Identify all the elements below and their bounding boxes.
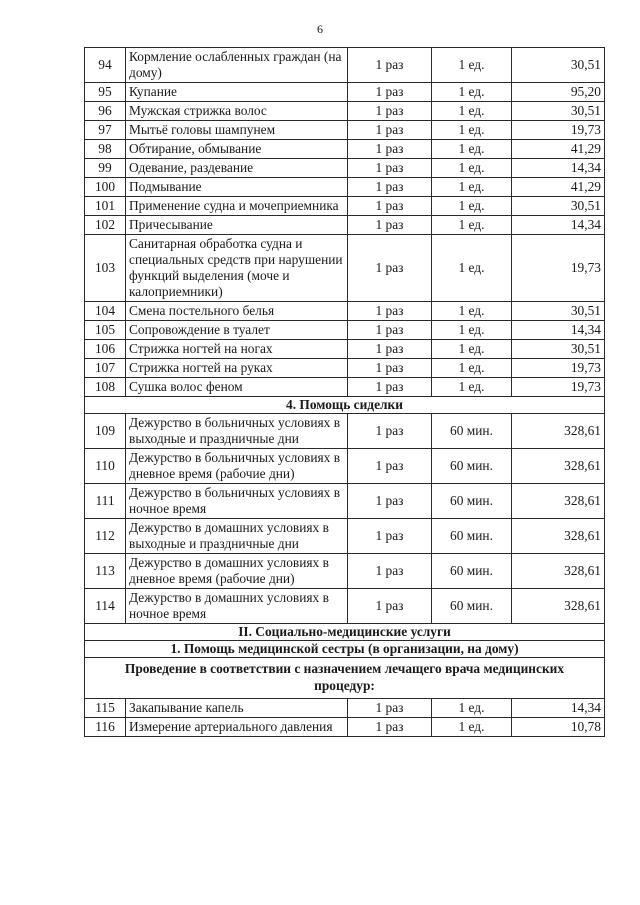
service-frequency: 1 раз	[348, 699, 432, 718]
table-row	[85, 121, 605, 140]
row-number: 94	[85, 48, 126, 83]
service-frequency: 1 раз	[348, 178, 432, 197]
service-unit: 60 мин.	[432, 589, 512, 624]
service-price: 328,61	[512, 519, 605, 554]
service-unit: 60 мин.	[432, 519, 512, 554]
service-name: Дежурство в больничных условиях в выходные и праздничные дни	[126, 414, 348, 449]
service-name: Стрижка ногтей на ногах	[126, 340, 348, 359]
service-name: Санитарная обработка судна и специальных средств при нарушении функций выделения (моче и калоприемники)	[126, 235, 348, 302]
row-number: 97	[85, 121, 126, 140]
row-number: 104	[85, 302, 126, 321]
row-number: 99	[85, 159, 126, 178]
section-header-row	[85, 641, 605, 658]
row-number: 116	[85, 718, 126, 737]
service-price: 30,51	[512, 197, 605, 216]
service-unit: 1 ед.	[432, 216, 512, 235]
service-frequency: 1 раз	[348, 197, 432, 216]
row-number: 107	[85, 359, 126, 378]
service-price: 41,29	[512, 140, 605, 159]
service-frequency: 1 раз	[348, 140, 432, 159]
row-number: 113	[85, 554, 126, 589]
table-row	[85, 718, 605, 737]
row-number: 102	[85, 216, 126, 235]
service-unit: 1 ед.	[432, 359, 512, 378]
row-number: 101	[85, 197, 126, 216]
service-price: 14,34	[512, 216, 605, 235]
services-price-table	[84, 47, 605, 737]
service-price: 41,29	[512, 178, 605, 197]
service-price: 30,51	[512, 340, 605, 359]
service-frequency: 1 раз	[348, 121, 432, 140]
service-name: Дежурство в домашних условиях в ночное время	[126, 589, 348, 624]
service-frequency: 1 раз	[348, 718, 432, 737]
row-number: 103	[85, 235, 126, 302]
table-row	[85, 102, 605, 121]
service-price: 95,20	[512, 83, 605, 102]
service-price: 328,61	[512, 449, 605, 484]
row-number: 100	[85, 178, 126, 197]
service-frequency: 1 раз	[348, 359, 432, 378]
service-unit: 60 мин.	[432, 449, 512, 484]
service-unit: 1 ед.	[432, 102, 512, 121]
service-price: 30,51	[512, 102, 605, 121]
service-price: 10,78	[512, 718, 605, 737]
service-price: 19,73	[512, 359, 605, 378]
table-row	[85, 321, 605, 340]
service-unit: 1 ед.	[432, 121, 512, 140]
table-body	[85, 48, 605, 737]
table-row	[85, 140, 605, 159]
service-unit: 1 ед.	[432, 178, 512, 197]
service-price: 19,73	[512, 378, 605, 397]
table-row	[85, 449, 605, 484]
table-row	[85, 484, 605, 519]
service-price: 14,34	[512, 699, 605, 718]
service-unit: 1 ед.	[432, 159, 512, 178]
service-unit: 60 мин.	[432, 554, 512, 589]
service-price: 328,61	[512, 554, 605, 589]
service-price: 14,34	[512, 159, 605, 178]
table-row	[85, 359, 605, 378]
row-number: 114	[85, 589, 126, 624]
service-price: 30,51	[512, 302, 605, 321]
service-name: Купание	[126, 83, 348, 102]
service-price: 19,73	[512, 235, 605, 302]
service-price: 328,61	[512, 414, 605, 449]
service-price: 19,73	[512, 121, 605, 140]
service-name: Дежурство в больничных условиях в ночное время	[126, 484, 348, 519]
section-header-row	[85, 397, 605, 414]
table-row	[85, 302, 605, 321]
service-name: Причесывание	[126, 216, 348, 235]
table-row	[85, 216, 605, 235]
service-unit: 1 ед.	[432, 83, 512, 102]
service-unit: 1 ед.	[432, 235, 512, 302]
service-name: Применение судна и мочеприемника	[126, 197, 348, 216]
service-frequency: 1 раз	[348, 484, 432, 519]
row-number: 106	[85, 340, 126, 359]
row-number: 98	[85, 140, 126, 159]
service-unit: 1 ед.	[432, 340, 512, 359]
table-row	[85, 699, 605, 718]
row-number: 111	[85, 484, 126, 519]
service-name: Одевание, раздевание	[126, 159, 348, 178]
service-name: Сушка волос феном	[126, 378, 348, 397]
service-unit: 1 ед.	[432, 699, 512, 718]
row-number: 109	[85, 414, 126, 449]
section-title: Проведение в соответствии с назначением лечащего врача медицинских процедур:	[85, 658, 605, 699]
service-price: 328,61	[512, 484, 605, 519]
row-number: 110	[85, 449, 126, 484]
table-row	[85, 178, 605, 197]
service-frequency: 1 раз	[348, 83, 432, 102]
service-unit: 1 ед.	[432, 321, 512, 340]
table-row	[85, 414, 605, 449]
service-frequency: 1 раз	[348, 302, 432, 321]
service-frequency: 1 раз	[348, 378, 432, 397]
table-row	[85, 83, 605, 102]
table-row	[85, 554, 605, 589]
service-name: Мужская стрижка волос	[126, 102, 348, 121]
service-frequency: 1 раз	[348, 159, 432, 178]
table-row	[85, 340, 605, 359]
service-name: Дежурство в домашних условиях в дневное время (рабочие дни)	[126, 554, 348, 589]
service-frequency: 1 раз	[348, 340, 432, 359]
service-frequency: 1 раз	[348, 321, 432, 340]
row-number: 112	[85, 519, 126, 554]
service-price: 14,34	[512, 321, 605, 340]
table-row	[85, 159, 605, 178]
service-frequency: 1 раз	[348, 554, 432, 589]
service-frequency: 1 раз	[348, 519, 432, 554]
service-name: Кормление ослабленных граждан (на дому)	[126, 48, 348, 83]
service-frequency: 1 раз	[348, 48, 432, 83]
row-number: 96	[85, 102, 126, 121]
service-unit: 60 мин.	[432, 414, 512, 449]
service-frequency: 1 раз	[348, 235, 432, 302]
service-name: Дежурство в больничных условиях в дневное время (рабочие дни)	[126, 449, 348, 484]
service-frequency: 1 раз	[348, 589, 432, 624]
row-number: 115	[85, 699, 126, 718]
service-unit: 1 ед.	[432, 140, 512, 159]
table-row	[85, 235, 605, 302]
service-unit: 1 ед.	[432, 197, 512, 216]
service-unit: 1 ед.	[432, 48, 512, 83]
service-unit: 1 ед.	[432, 302, 512, 321]
section-header-row	[85, 658, 605, 699]
service-name: Стрижка ногтей на руках	[126, 359, 348, 378]
section-header-row	[85, 624, 605, 641]
table-row	[85, 197, 605, 216]
service-unit: 1 ед.	[432, 378, 512, 397]
service-frequency: 1 раз	[348, 414, 432, 449]
service-name: Подмывание	[126, 178, 348, 197]
row-number: 95	[85, 83, 126, 102]
table-row	[85, 519, 605, 554]
row-number: 105	[85, 321, 126, 340]
service-name: Мытьё головы шампунем	[126, 121, 348, 140]
page-number: 6	[317, 22, 323, 36]
service-name: Смена постельного белья	[126, 302, 348, 321]
service-frequency: 1 раз	[348, 449, 432, 484]
service-name: Закапывание капель	[126, 699, 348, 718]
service-unit: 1 ед.	[432, 718, 512, 737]
section-title: II. Социально-медицинские услуги	[85, 624, 605, 641]
row-number: 108	[85, 378, 126, 397]
service-name: Сопровождение в туалет	[126, 321, 348, 340]
service-frequency: 1 раз	[348, 102, 432, 121]
table-row	[85, 48, 605, 83]
service-name: Обтирание, обмывание	[126, 140, 348, 159]
service-frequency: 1 раз	[348, 216, 432, 235]
service-unit: 60 мин.	[432, 484, 512, 519]
service-name: Дежурство в домашних условиях в выходные и праздничные дни	[126, 519, 348, 554]
section-title: 1. Помощь медицинской сестры (в организации, на дому)	[85, 641, 605, 658]
section-title: 4. Помощь сиделки	[85, 397, 605, 414]
service-price: 30,51	[512, 48, 605, 83]
service-price: 328,61	[512, 589, 605, 624]
service-name: Измерение артериального давления	[126, 718, 348, 737]
table-row	[85, 378, 605, 397]
table-row	[85, 589, 605, 624]
